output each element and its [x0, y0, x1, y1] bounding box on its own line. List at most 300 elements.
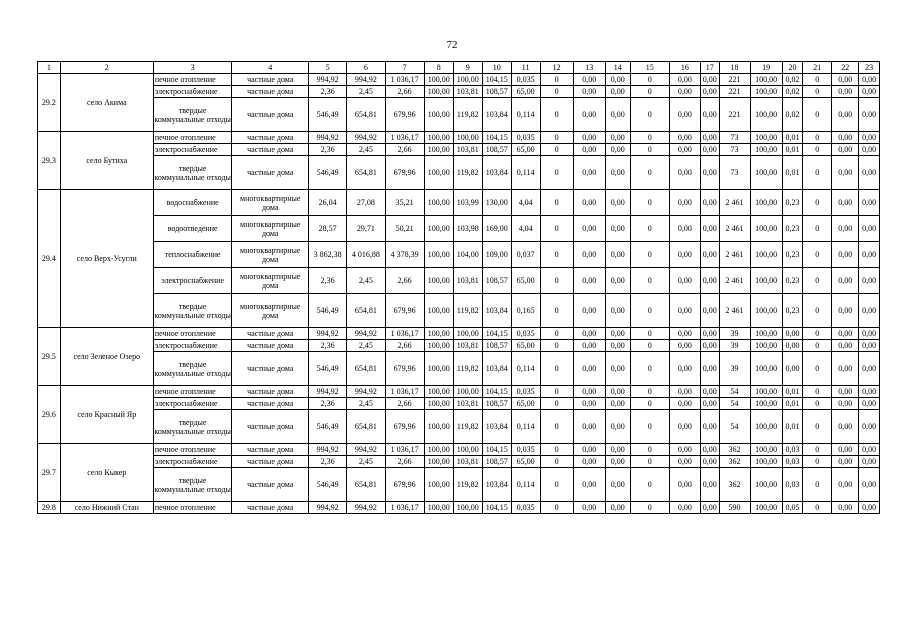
- service-type: твердые коммунальные отходы: [153, 294, 232, 328]
- column-header: 14: [605, 62, 630, 74]
- value-cell: 0: [630, 502, 669, 514]
- column-header: 5: [308, 62, 346, 74]
- value-cell: 0: [803, 144, 832, 156]
- value-cell: 26,04: [308, 190, 346, 216]
- value-cell: 0,00: [573, 410, 605, 444]
- value-cell: 0,00: [605, 98, 630, 132]
- value-cell: 100,00: [424, 144, 453, 156]
- value-cell: 0: [630, 386, 669, 398]
- settlement-name: село Верх-Усугли: [60, 190, 153, 328]
- value-cell: 0,00: [573, 242, 605, 268]
- value-cell: 0,00: [832, 190, 859, 216]
- housing-type: частные дома: [232, 98, 309, 132]
- service-type: электроснабжение: [153, 456, 232, 468]
- value-cell: 119,82: [453, 410, 482, 444]
- value-cell: 100,00: [424, 444, 453, 456]
- table-row: [38, 132, 880, 144]
- settlement-name: село Акима: [60, 74, 153, 132]
- column-header: 8: [424, 62, 453, 74]
- value-cell: 3 862,38: [308, 242, 346, 268]
- value-cell: 108,57: [482, 456, 511, 468]
- value-cell: 0,00: [700, 74, 719, 86]
- value-cell: 100,00: [424, 268, 453, 294]
- value-cell: 0: [803, 268, 832, 294]
- value-cell: 0,00: [859, 456, 880, 468]
- value-cell: 104,15: [482, 386, 511, 398]
- value-cell: 27,08: [347, 190, 385, 216]
- value-cell: 0,00: [669, 502, 700, 514]
- value-cell: 1 036,17: [385, 386, 424, 398]
- table-row: [38, 328, 880, 340]
- value-cell: 103,99: [453, 190, 482, 216]
- value-cell: 1 036,17: [385, 444, 424, 456]
- value-cell: 0: [803, 398, 832, 410]
- value-cell: 65,00: [511, 144, 540, 156]
- value-cell: 2 461: [719, 268, 750, 294]
- value-cell: 104,00: [453, 242, 482, 268]
- value-cell: 0,00: [700, 410, 719, 444]
- value-cell: 0,01: [782, 398, 803, 410]
- value-cell: 100,00: [424, 190, 453, 216]
- value-cell: 54: [719, 386, 750, 398]
- value-cell: 0,00: [573, 456, 605, 468]
- value-cell: 679,96: [385, 98, 424, 132]
- value-cell: 2,36: [308, 86, 346, 98]
- value-cell: 0,01: [782, 410, 803, 444]
- value-cell: 0,00: [573, 86, 605, 98]
- value-cell: 54: [719, 398, 750, 410]
- value-cell: 108,57: [482, 398, 511, 410]
- value-cell: 0,00: [832, 144, 859, 156]
- housing-type: частные дома: [232, 468, 309, 502]
- value-cell: 0,00: [605, 398, 630, 410]
- value-cell: 0,00: [573, 268, 605, 294]
- value-cell: 2,36: [308, 340, 346, 352]
- value-cell: 103,81: [453, 456, 482, 468]
- value-cell: 100,00: [750, 340, 782, 352]
- value-cell: 221: [719, 98, 750, 132]
- value-cell: 0,00: [832, 268, 859, 294]
- value-cell: 0,00: [859, 216, 880, 242]
- value-cell: 0,00: [700, 340, 719, 352]
- value-cell: 104,15: [482, 444, 511, 456]
- value-cell: 100,00: [750, 216, 782, 242]
- value-cell: 0,00: [859, 242, 880, 268]
- value-cell: 0: [630, 340, 669, 352]
- column-header: 12: [540, 62, 573, 74]
- value-cell: 65,00: [511, 456, 540, 468]
- value-cell: 0,00: [700, 268, 719, 294]
- value-cell: 2,66: [385, 398, 424, 410]
- value-cell: 654,81: [347, 98, 385, 132]
- value-cell: 100,00: [750, 86, 782, 98]
- row-number: 29.8: [38, 502, 61, 514]
- table-row: [38, 156, 880, 190]
- value-cell: 994,92: [308, 444, 346, 456]
- value-cell: 73: [719, 132, 750, 144]
- value-cell: 994,92: [308, 502, 346, 514]
- value-cell: 0,00: [605, 144, 630, 156]
- service-type: электроснабжение: [153, 268, 232, 294]
- value-cell: 100,00: [424, 352, 453, 386]
- value-cell: 108,57: [482, 268, 511, 294]
- value-cell: 0,00: [605, 386, 630, 398]
- value-cell: 0: [803, 328, 832, 340]
- value-cell: 0: [540, 216, 573, 242]
- value-cell: 103,84: [482, 98, 511, 132]
- value-cell: 0: [540, 132, 573, 144]
- housing-type: многоквартирные дома: [232, 268, 309, 294]
- value-cell: 654,81: [347, 156, 385, 190]
- column-header: 7: [385, 62, 424, 74]
- value-cell: 0: [540, 502, 573, 514]
- value-cell: 0: [540, 386, 573, 398]
- value-cell: 0,00: [605, 456, 630, 468]
- value-cell: 4 016,88: [347, 242, 385, 268]
- value-cell: 0: [540, 340, 573, 352]
- column-header: 17: [700, 62, 719, 74]
- value-cell: 2,36: [308, 268, 346, 294]
- value-cell: 0,165: [511, 294, 540, 328]
- value-cell: 0,00: [859, 444, 880, 456]
- value-cell: 0: [630, 74, 669, 86]
- value-cell: 103,81: [453, 144, 482, 156]
- value-cell: 0: [803, 294, 832, 328]
- value-cell: 0,00: [669, 156, 700, 190]
- value-cell: 65,00: [511, 86, 540, 98]
- service-type: твердые коммунальные отходы: [153, 352, 232, 386]
- value-cell: 0,00: [669, 468, 700, 502]
- housing-type: частные дома: [232, 410, 309, 444]
- value-cell: 0: [540, 86, 573, 98]
- value-cell: 0,00: [832, 410, 859, 444]
- value-cell: 0,114: [511, 410, 540, 444]
- value-cell: 0,114: [511, 156, 540, 190]
- value-cell: 0,00: [669, 86, 700, 98]
- value-cell: 119,82: [453, 294, 482, 328]
- value-cell: 0,00: [669, 132, 700, 144]
- value-cell: 0: [540, 398, 573, 410]
- value-cell: 100,00: [750, 98, 782, 132]
- value-cell: 0: [540, 352, 573, 386]
- value-cell: 100,00: [424, 468, 453, 502]
- value-cell: 0,00: [832, 444, 859, 456]
- row-number: 29.7: [38, 444, 61, 502]
- value-cell: 221: [719, 86, 750, 98]
- value-cell: 0: [540, 190, 573, 216]
- value-cell: 119,82: [453, 156, 482, 190]
- value-cell: 0: [803, 444, 832, 456]
- value-cell: 0,00: [832, 340, 859, 352]
- value-cell: 0,00: [669, 294, 700, 328]
- value-cell: 0: [630, 144, 669, 156]
- service-type: печное отопление: [153, 386, 232, 398]
- value-cell: 100,00: [750, 456, 782, 468]
- settlement-name: село Кыкер: [60, 444, 153, 502]
- value-cell: 0,00: [605, 294, 630, 328]
- value-cell: 2,45: [347, 398, 385, 410]
- value-cell: 679,96: [385, 294, 424, 328]
- value-cell: 0: [630, 328, 669, 340]
- value-cell: 994,92: [347, 444, 385, 456]
- value-cell: 0,02: [782, 98, 803, 132]
- service-type: печное отопление: [153, 74, 232, 86]
- value-cell: 994,92: [308, 132, 346, 144]
- value-cell: 994,92: [308, 74, 346, 86]
- value-cell: 100,00: [453, 328, 482, 340]
- value-cell: 0,00: [605, 340, 630, 352]
- service-type: твердые коммунальные отходы: [153, 98, 232, 132]
- value-cell: 100,00: [750, 410, 782, 444]
- value-cell: 4 378,39: [385, 242, 424, 268]
- table-row: [38, 398, 880, 410]
- value-cell: 0,03: [782, 468, 803, 502]
- value-cell: 1 036,17: [385, 132, 424, 144]
- housing-type: частные дома: [232, 86, 309, 98]
- value-cell: 0: [630, 444, 669, 456]
- value-cell: 2 461: [719, 190, 750, 216]
- value-cell: 0,00: [859, 328, 880, 340]
- column-header: 15: [630, 62, 669, 74]
- value-cell: 0: [803, 190, 832, 216]
- value-cell: 0,00: [605, 502, 630, 514]
- value-cell: 0,037: [511, 242, 540, 268]
- value-cell: 0,00: [669, 340, 700, 352]
- value-cell: 1 036,17: [385, 74, 424, 86]
- value-cell: 590: [719, 502, 750, 514]
- value-cell: 0,00: [669, 144, 700, 156]
- value-cell: 65,00: [511, 340, 540, 352]
- value-cell: 0: [540, 410, 573, 444]
- value-cell: 100,00: [750, 144, 782, 156]
- value-cell: 0: [540, 456, 573, 468]
- column-header: 6: [347, 62, 385, 74]
- value-cell: 103,84: [482, 468, 511, 502]
- value-cell: 0: [803, 340, 832, 352]
- value-cell: 0,00: [573, 352, 605, 386]
- value-cell: 0,00: [832, 74, 859, 86]
- table-body: [38, 62, 880, 514]
- value-cell: 0,23: [782, 268, 803, 294]
- table-row: [38, 98, 880, 132]
- table-row: [38, 468, 880, 502]
- column-header: 4: [232, 62, 309, 74]
- housing-type: частные дома: [232, 352, 309, 386]
- value-cell: 100,00: [750, 328, 782, 340]
- table-row: [38, 502, 880, 514]
- value-cell: 0: [630, 410, 669, 444]
- value-cell: 100,00: [424, 132, 453, 144]
- value-cell: 0,00: [859, 74, 880, 86]
- value-cell: 0,00: [669, 444, 700, 456]
- value-cell: 0,00: [859, 340, 880, 352]
- value-cell: 100,00: [424, 456, 453, 468]
- housing-type: частные дома: [232, 386, 309, 398]
- value-cell: 100,00: [750, 398, 782, 410]
- tariff-table: [37, 61, 880, 514]
- value-cell: 0,00: [700, 156, 719, 190]
- value-cell: 0,00: [700, 216, 719, 242]
- value-cell: 0: [630, 456, 669, 468]
- value-cell: 0,23: [782, 294, 803, 328]
- value-cell: 546,49: [308, 156, 346, 190]
- value-cell: 73: [719, 156, 750, 190]
- value-cell: 0,114: [511, 352, 540, 386]
- value-cell: 0,00: [859, 156, 880, 190]
- service-type: электроснабжение: [153, 340, 232, 352]
- column-header: 19: [750, 62, 782, 74]
- value-cell: 0,00: [605, 328, 630, 340]
- value-cell: 0,035: [511, 444, 540, 456]
- value-cell: 0,00: [700, 86, 719, 98]
- value-cell: 108,57: [482, 86, 511, 98]
- value-cell: 0,00: [700, 294, 719, 328]
- table-row: [38, 216, 880, 242]
- value-cell: 104,15: [482, 74, 511, 86]
- housing-type: многоквартирные дома: [232, 242, 309, 268]
- settlement-name: село Бутиха: [60, 132, 153, 190]
- value-cell: 169,00: [482, 216, 511, 242]
- housing-type: частные дома: [232, 74, 309, 86]
- value-cell: 546,49: [308, 98, 346, 132]
- value-cell: 0,00: [669, 268, 700, 294]
- value-cell: 2,45: [347, 144, 385, 156]
- value-cell: 654,81: [347, 468, 385, 502]
- value-cell: 0,035: [511, 132, 540, 144]
- value-cell: 0,00: [573, 386, 605, 398]
- value-cell: 100,00: [424, 242, 453, 268]
- value-cell: 0,035: [511, 74, 540, 86]
- settlement-name: село Красный Яр: [60, 386, 153, 444]
- value-cell: 0: [540, 468, 573, 502]
- value-cell: 0,00: [859, 144, 880, 156]
- settlement-name: село Зеленое Озеро: [60, 328, 153, 386]
- value-cell: 0,00: [605, 410, 630, 444]
- column-header: 10: [482, 62, 511, 74]
- value-cell: 0,00: [669, 242, 700, 268]
- column-header-row: [38, 62, 880, 74]
- service-type: твердые коммунальные отходы: [153, 156, 232, 190]
- value-cell: 0: [803, 216, 832, 242]
- value-cell: 0: [803, 456, 832, 468]
- value-cell: 679,96: [385, 352, 424, 386]
- value-cell: 546,49: [308, 294, 346, 328]
- value-cell: 0,00: [782, 340, 803, 352]
- value-cell: 0: [540, 144, 573, 156]
- value-cell: 109,00: [482, 242, 511, 268]
- value-cell: 103,84: [482, 156, 511, 190]
- value-cell: 0,035: [511, 386, 540, 398]
- value-cell: 100,00: [424, 98, 453, 132]
- value-cell: 0,00: [573, 328, 605, 340]
- value-cell: 0,00: [832, 242, 859, 268]
- value-cell: 108,57: [482, 144, 511, 156]
- value-cell: 100,00: [424, 74, 453, 86]
- column-header: 16: [669, 62, 700, 74]
- table-row: [38, 74, 880, 86]
- value-cell: 4,04: [511, 216, 540, 242]
- table-row: [38, 456, 880, 468]
- value-cell: 0: [803, 98, 832, 132]
- value-cell: 0: [803, 502, 832, 514]
- value-cell: 2 461: [719, 294, 750, 328]
- value-cell: 100,00: [424, 386, 453, 398]
- value-cell: 0,00: [859, 502, 880, 514]
- value-cell: 0,00: [700, 444, 719, 456]
- value-cell: 39: [719, 328, 750, 340]
- value-cell: 100,00: [453, 444, 482, 456]
- table-row: [38, 294, 880, 328]
- value-cell: 0: [540, 242, 573, 268]
- value-cell: 0,00: [605, 216, 630, 242]
- value-cell: 0,00: [669, 456, 700, 468]
- value-cell: 0,01: [782, 144, 803, 156]
- value-cell: 0: [803, 86, 832, 98]
- value-cell: 0: [803, 386, 832, 398]
- value-cell: 0,00: [605, 132, 630, 144]
- value-cell: 0,00: [859, 132, 880, 144]
- value-cell: 0: [803, 410, 832, 444]
- service-type: электроснабжение: [153, 144, 232, 156]
- value-cell: 0,00: [859, 268, 880, 294]
- value-cell: 100,00: [750, 294, 782, 328]
- column-header: 2: [60, 62, 153, 74]
- value-cell: 0: [630, 398, 669, 410]
- value-cell: 65,00: [511, 268, 540, 294]
- row-number: 29.5: [38, 328, 61, 386]
- value-cell: 0,00: [573, 468, 605, 502]
- value-cell: 0,01: [782, 386, 803, 398]
- service-type: печное отопление: [153, 502, 232, 514]
- value-cell: 0,00: [669, 410, 700, 444]
- table-row: [38, 352, 880, 386]
- value-cell: 0,00: [573, 190, 605, 216]
- housing-type: частные дома: [232, 398, 309, 410]
- value-cell: 2,36: [308, 398, 346, 410]
- value-cell: 0,00: [700, 352, 719, 386]
- table-row: [38, 86, 880, 98]
- value-cell: 108,57: [482, 340, 511, 352]
- value-cell: 2,45: [347, 268, 385, 294]
- value-cell: 0,00: [832, 386, 859, 398]
- settlement-name: село Нижний Стан: [60, 502, 153, 514]
- value-cell: 0,00: [573, 144, 605, 156]
- value-cell: 0,00: [832, 98, 859, 132]
- value-cell: 0: [630, 86, 669, 98]
- value-cell: 546,49: [308, 410, 346, 444]
- value-cell: 0,00: [859, 294, 880, 328]
- value-cell: 0: [803, 468, 832, 502]
- column-header: 3: [153, 62, 232, 74]
- value-cell: 2,66: [385, 268, 424, 294]
- row-number: 29.2: [38, 74, 61, 132]
- column-header: 22: [832, 62, 859, 74]
- value-cell: 0,00: [782, 352, 803, 386]
- value-cell: 0,00: [832, 456, 859, 468]
- value-cell: 0: [630, 242, 669, 268]
- value-cell: 0,00: [700, 132, 719, 144]
- column-header: 21: [803, 62, 832, 74]
- value-cell: 0,00: [859, 398, 880, 410]
- value-cell: 100,00: [424, 86, 453, 98]
- housing-type: частные дома: [232, 132, 309, 144]
- value-cell: 0,03: [782, 456, 803, 468]
- value-cell: 100,00: [453, 386, 482, 398]
- value-cell: 0,00: [573, 132, 605, 144]
- value-cell: 103,81: [453, 398, 482, 410]
- value-cell: 0: [630, 156, 669, 190]
- value-cell: 0,00: [605, 86, 630, 98]
